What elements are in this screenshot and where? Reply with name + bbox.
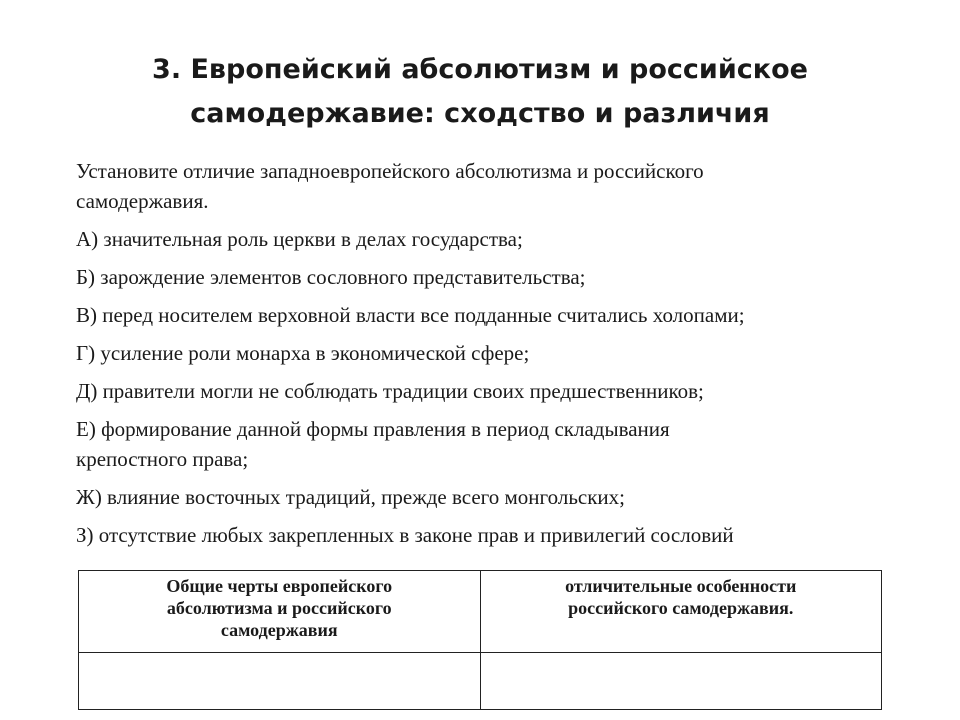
- slide-title: [0, 48, 960, 136]
- answer-cell-distinctive[interactable]: [480, 653, 882, 710]
- answer-table-row: [79, 653, 882, 710]
- option-e-line-1: Е) формирование данной формы правления в период складывания: [76, 417, 670, 441]
- header-distinctive-line-1: отличительные особенности: [565, 576, 797, 596]
- task-intro-line-2: самодержавия.: [76, 189, 209, 213]
- option-a: А) значительная роль церкви в делах государства;: [76, 227, 523, 251]
- answer-table-header-row: [79, 571, 882, 653]
- task-intro: [76, 156, 936, 216]
- answer-table: [78, 570, 882, 710]
- task-body: [76, 156, 936, 558]
- option-b: Б) зарождение элементов сословного представительства;: [76, 265, 586, 289]
- option-e-line-2: крепостного права;: [76, 447, 249, 471]
- header-common-line-2: абсолютизма и российского: [166, 598, 392, 618]
- header-distinctive-line-2: российского самодержавия.: [568, 598, 794, 618]
- option-zh: Ж) влияние восточных традиций, прежде всего монгольских;: [76, 485, 625, 509]
- option-z: З) отсутствие любых закрепленных в законе прав и привилегий сословий: [76, 523, 734, 547]
- slide-title-line-1: 3. Европейский абсолютизм и российское: [152, 54, 808, 85]
- option-e: [76, 414, 936, 474]
- slide-title-line-2: самодержавие: сходство и различия: [190, 98, 770, 129]
- header-common-line-1: Общие черты европейского: [166, 576, 393, 596]
- task-intro-line-1: Установите отличие западноевропейского абсолютизма и российского: [76, 159, 704, 183]
- option-d: Д) правители могли не соблюдать традиции своих предшественников;: [76, 379, 704, 403]
- answer-cell-common[interactable]: [79, 653, 481, 710]
- header-distinctive-features: [480, 571, 882, 653]
- header-common-features: [79, 571, 481, 653]
- header-common-line-3: самодержавия: [220, 620, 338, 640]
- option-v: В) перед носителем верховной власти все подданные считались холопами;: [76, 303, 745, 327]
- option-g: Г) усиление роли монарха в экономической сфере;: [76, 341, 530, 365]
